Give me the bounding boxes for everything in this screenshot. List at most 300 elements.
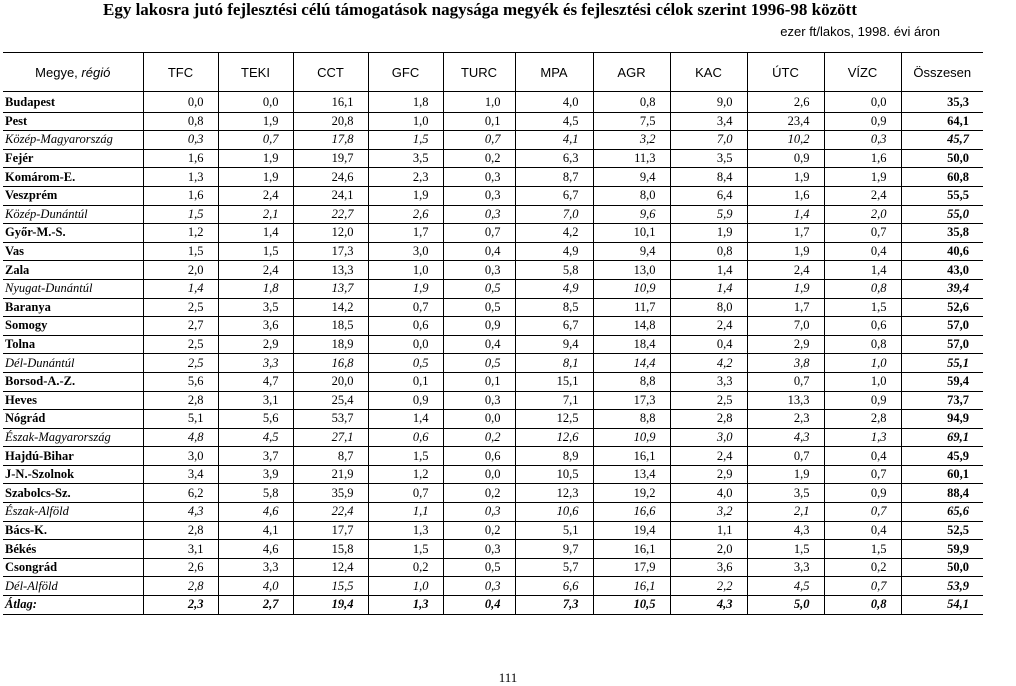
cell-value: 0,7 xyxy=(218,131,293,150)
region-row xyxy=(3,577,983,596)
cell-value: 1,5 xyxy=(368,540,443,559)
cell-value: 1,0 xyxy=(824,354,901,373)
cell-value: 0,5 xyxy=(443,279,515,298)
cell-value: 0,4 xyxy=(443,242,515,261)
cell-total: 45,9 xyxy=(901,447,983,466)
cell-value: 0,4 xyxy=(824,521,901,540)
cell-value: 9,4 xyxy=(593,242,670,261)
header-col: ÚTC xyxy=(747,53,824,92)
cell-value: 13,3 xyxy=(747,391,824,410)
table-row xyxy=(3,261,983,280)
cell-value: 0,0 xyxy=(443,410,515,429)
cell-total: 55,5 xyxy=(901,186,983,205)
cell-value: 0,5 xyxy=(368,354,443,373)
cell-value: 3,3 xyxy=(218,354,293,373)
header-col: AGR xyxy=(593,53,670,92)
cell-value: 2,4 xyxy=(824,186,901,205)
cell-value: 12,4 xyxy=(293,558,368,577)
row-name: Baranya xyxy=(3,298,143,317)
cell-value: 2,7 xyxy=(143,317,218,336)
cell-value: 5,0 xyxy=(747,596,824,615)
cell-value: 4,1 xyxy=(218,521,293,540)
cell-value: 4,3 xyxy=(747,428,824,447)
cell-value: 4,6 xyxy=(218,503,293,522)
cell-value: 0,4 xyxy=(443,335,515,354)
cell-value: 3,6 xyxy=(218,317,293,336)
cell-total: 40,6 xyxy=(901,242,983,261)
cell-value: 0,0 xyxy=(368,335,443,354)
cell-value: 4,0 xyxy=(515,92,593,113)
cell-value: 3,3 xyxy=(670,372,747,391)
cell-value: 18,4 xyxy=(593,335,670,354)
header-col: KAC xyxy=(670,53,747,92)
cell-value: 6,7 xyxy=(515,186,593,205)
cell-value: 13,4 xyxy=(593,465,670,484)
cell-value: 4,0 xyxy=(670,484,747,503)
cell-value: 0,3 xyxy=(443,261,515,280)
row-name: Veszprém xyxy=(3,186,143,205)
cell-value: 6,6 xyxy=(515,577,593,596)
row-name: Szabolcs-Sz. xyxy=(3,484,143,503)
cell-value: 3,2 xyxy=(593,131,670,150)
cell-value: 24,6 xyxy=(293,168,368,187)
cell-value: 1,5 xyxy=(218,242,293,261)
table-row xyxy=(3,149,983,168)
cell-value: 3,4 xyxy=(670,112,747,131)
region-row xyxy=(3,131,983,150)
cell-value: 3,0 xyxy=(670,428,747,447)
cell-value: 1,0 xyxy=(443,92,515,113)
cell-value: 1,5 xyxy=(368,131,443,150)
cell-value: 1,3 xyxy=(368,596,443,615)
cell-value: 4,5 xyxy=(747,577,824,596)
cell-value: 5,7 xyxy=(515,558,593,577)
cell-value: 2,0 xyxy=(824,205,901,224)
cell-total: 52,5 xyxy=(901,521,983,540)
cell-total: 60,8 xyxy=(901,168,983,187)
cell-value: 8,0 xyxy=(670,298,747,317)
cell-value: 3,1 xyxy=(143,540,218,559)
cell-value: 16,1 xyxy=(593,577,670,596)
cell-total: 94,9 xyxy=(901,410,983,429)
header-region-label: régió xyxy=(81,64,111,80)
cell-value: 0,5 xyxy=(443,298,515,317)
row-name: Dél-Alföld xyxy=(3,577,143,596)
cell-value: 1,9 xyxy=(747,242,824,261)
cell-value: 0,6 xyxy=(443,447,515,466)
cell-value: 15,1 xyxy=(515,372,593,391)
cell-value: 17,9 xyxy=(593,558,670,577)
cell-value: 10,2 xyxy=(747,131,824,150)
cell-value: 1,2 xyxy=(143,224,218,243)
cell-value: 8,4 xyxy=(670,168,747,187)
cell-value: 2,6 xyxy=(747,92,824,113)
cell-value: 2,5 xyxy=(143,298,218,317)
table-row xyxy=(3,242,983,261)
cell-value: 1,4 xyxy=(670,279,747,298)
cell-value: 12,6 xyxy=(515,428,593,447)
cell-value: 2,0 xyxy=(670,540,747,559)
cell-value: 0,4 xyxy=(443,596,515,615)
cell-value: 2,8 xyxy=(143,391,218,410)
cell-total: 59,4 xyxy=(901,372,983,391)
cell-total: 73,7 xyxy=(901,391,983,410)
row-name: Hajdú-Bihar xyxy=(3,447,143,466)
cell-value: 1,1 xyxy=(368,503,443,522)
cell-value: 8,8 xyxy=(593,372,670,391)
cell-value: 0,7 xyxy=(824,465,901,484)
cell-value: 1,4 xyxy=(368,410,443,429)
cell-total: 60,1 xyxy=(901,465,983,484)
cell-value: 1,5 xyxy=(747,540,824,559)
cell-value: 1,4 xyxy=(218,224,293,243)
row-name: J-N.-Szolnok xyxy=(3,465,143,484)
cell-value: 18,9 xyxy=(293,335,368,354)
row-name: Borsod-A.-Z. xyxy=(3,372,143,391)
average-row xyxy=(3,596,983,615)
cell-value: 0,6 xyxy=(368,428,443,447)
cell-value: 2,7 xyxy=(218,596,293,615)
cell-value: 1,5 xyxy=(824,298,901,317)
cell-value: 1,9 xyxy=(747,279,824,298)
cell-value: 1,7 xyxy=(368,224,443,243)
table-row xyxy=(3,317,983,336)
cell-value: 24,1 xyxy=(293,186,368,205)
cell-value: 3,3 xyxy=(747,558,824,577)
header-col: CCT xyxy=(293,53,368,92)
cell-value: 0,8 xyxy=(143,112,218,131)
header-col: TFC xyxy=(143,53,218,92)
cell-value: 5,8 xyxy=(515,261,593,280)
cell-value: 1,9 xyxy=(824,168,901,187)
cell-value: 3,2 xyxy=(670,503,747,522)
cell-value: 1,9 xyxy=(368,279,443,298)
row-name: Vas xyxy=(3,242,143,261)
cell-value: 19,4 xyxy=(293,596,368,615)
cell-value: 0,0 xyxy=(443,465,515,484)
cell-value: 0,1 xyxy=(443,112,515,131)
cell-value: 4,8 xyxy=(143,428,218,447)
cell-value: 0,9 xyxy=(824,391,901,410)
cell-value: 3,9 xyxy=(218,465,293,484)
cell-value: 2,4 xyxy=(670,447,747,466)
row-name: Közép-Magyarország xyxy=(3,131,143,150)
row-name: Zala xyxy=(3,261,143,280)
cell-value: 1,0 xyxy=(368,112,443,131)
cell-value: 3,5 xyxy=(670,149,747,168)
cell-value: 7,0 xyxy=(747,317,824,336)
region-row xyxy=(3,205,983,224)
cell-value: 9,7 xyxy=(515,540,593,559)
cell-value: 0,7 xyxy=(824,503,901,522)
row-name: Csongrád xyxy=(3,558,143,577)
cell-value: 0,5 xyxy=(443,558,515,577)
cell-value: 2,3 xyxy=(143,596,218,615)
table-row xyxy=(3,391,983,410)
cell-value: 9,4 xyxy=(593,168,670,187)
cell-value: 4,3 xyxy=(670,596,747,615)
cell-value: 0,4 xyxy=(824,242,901,261)
cell-value: 10,1 xyxy=(593,224,670,243)
cell-value: 5,6 xyxy=(218,410,293,429)
cell-value: 1,5 xyxy=(368,447,443,466)
cell-value: 11,7 xyxy=(593,298,670,317)
header-col: GFC xyxy=(368,53,443,92)
table-header-row xyxy=(3,53,983,92)
cell-value: 7,3 xyxy=(515,596,593,615)
cell-value: 1,3 xyxy=(143,168,218,187)
cell-total: 39,4 xyxy=(901,279,983,298)
cell-total: 59,9 xyxy=(901,540,983,559)
cell-value: 0,9 xyxy=(443,317,515,336)
table-row xyxy=(3,465,983,484)
cell-value: 0,7 xyxy=(443,224,515,243)
cell-value: 3,5 xyxy=(218,298,293,317)
table-row xyxy=(3,92,983,113)
cell-value: 19,2 xyxy=(593,484,670,503)
cell-value: 19,4 xyxy=(593,521,670,540)
row-name: Heves xyxy=(3,391,143,410)
cell-value: 2,8 xyxy=(670,410,747,429)
table-row xyxy=(3,335,983,354)
cell-value: 1,0 xyxy=(368,261,443,280)
cell-value: 16,1 xyxy=(593,447,670,466)
row-name: Budapest xyxy=(3,92,143,113)
cell-value: 14,8 xyxy=(593,317,670,336)
cell-value: 0,7 xyxy=(368,484,443,503)
cell-total: 50,0 xyxy=(901,558,983,577)
cell-value: 10,5 xyxy=(593,596,670,615)
cell-value: 3,3 xyxy=(218,558,293,577)
cell-total: 65,6 xyxy=(901,503,983,522)
cell-value: 2,8 xyxy=(824,410,901,429)
cell-total: 53,9 xyxy=(901,577,983,596)
cell-value: 15,5 xyxy=(293,577,368,596)
table-row xyxy=(3,186,983,205)
cell-value: 3,5 xyxy=(747,484,824,503)
cell-value: 1,6 xyxy=(747,186,824,205)
cell-value: 8,7 xyxy=(515,168,593,187)
cell-value: 0,2 xyxy=(368,558,443,577)
row-name: Átlag: xyxy=(3,596,143,615)
cell-value: 17,7 xyxy=(293,521,368,540)
cell-value: 0,0 xyxy=(143,92,218,113)
row-name: Somogy xyxy=(3,317,143,336)
cell-value: 2,4 xyxy=(218,261,293,280)
cell-value: 1,5 xyxy=(824,540,901,559)
cell-total: 45,7 xyxy=(901,131,983,150)
cell-value: 0,3 xyxy=(443,205,515,224)
cell-value: 23,4 xyxy=(747,112,824,131)
cell-value: 4,3 xyxy=(143,503,218,522)
table-row xyxy=(3,298,983,317)
cell-value: 22,7 xyxy=(293,205,368,224)
row-name: Észak-Magyarország xyxy=(3,428,143,447)
row-name: Tolna xyxy=(3,335,143,354)
cell-value: 1,6 xyxy=(143,149,218,168)
cell-value: 16,1 xyxy=(293,92,368,113)
cell-value: 0,7 xyxy=(443,131,515,150)
row-name: Dél-Dunántúl xyxy=(3,354,143,373)
cell-value: 4,1 xyxy=(515,131,593,150)
cell-value: 1,3 xyxy=(824,428,901,447)
cell-value: 0,3 xyxy=(443,391,515,410)
cell-value: 2,5 xyxy=(143,335,218,354)
cell-value: 9,0 xyxy=(670,92,747,113)
cell-value: 4,9 xyxy=(515,242,593,261)
cell-value: 19,7 xyxy=(293,149,368,168)
cell-value: 2,1 xyxy=(747,503,824,522)
cell-value: 0,8 xyxy=(824,279,901,298)
cell-value: 0,0 xyxy=(218,92,293,113)
cell-value: 17,3 xyxy=(593,391,670,410)
cell-value: 0,0 xyxy=(824,92,901,113)
table-row xyxy=(3,112,983,131)
cell-value: 5,1 xyxy=(515,521,593,540)
cell-value: 2,8 xyxy=(143,577,218,596)
row-name: Észak-Alföld xyxy=(3,503,143,522)
cell-value: 0,7 xyxy=(824,224,901,243)
cell-value: 22,4 xyxy=(293,503,368,522)
cell-value: 0,3 xyxy=(443,503,515,522)
cell-value: 2,9 xyxy=(218,335,293,354)
table-row xyxy=(3,540,983,559)
cell-value: 20,8 xyxy=(293,112,368,131)
cell-value: 13,7 xyxy=(293,279,368,298)
cell-value: 12,5 xyxy=(515,410,593,429)
cell-value: 0,6 xyxy=(824,317,901,336)
cell-value: 8,8 xyxy=(593,410,670,429)
row-name: Nógrád xyxy=(3,410,143,429)
cell-value: 15,8 xyxy=(293,540,368,559)
cell-value: 4,6 xyxy=(218,540,293,559)
cell-value: 3,7 xyxy=(218,447,293,466)
cell-value: 1,4 xyxy=(824,261,901,280)
header-county-label: Megye, xyxy=(35,64,82,80)
cell-value: 0,8 xyxy=(824,335,901,354)
region-row xyxy=(3,503,983,522)
cell-value: 17,8 xyxy=(293,131,368,150)
cell-value: 2,6 xyxy=(143,558,218,577)
cell-value: 3,1 xyxy=(218,391,293,410)
cell-value: 1,2 xyxy=(368,465,443,484)
cell-value: 1,5 xyxy=(143,205,218,224)
row-name: Győr-M.-S. xyxy=(3,224,143,243)
cell-value: 10,6 xyxy=(515,503,593,522)
cell-value: 0,3 xyxy=(443,540,515,559)
cell-value: 8,9 xyxy=(515,447,593,466)
cell-value: 1,6 xyxy=(824,149,901,168)
header-col: VÍZC xyxy=(824,53,901,92)
cell-value: 4,7 xyxy=(218,372,293,391)
cell-value: 5,8 xyxy=(218,484,293,503)
header-col: MPA xyxy=(515,53,593,92)
table-row xyxy=(3,447,983,466)
cell-value: 6,3 xyxy=(515,149,593,168)
cell-total: 35,8 xyxy=(901,224,983,243)
cell-value: 20,0 xyxy=(293,372,368,391)
header-county xyxy=(3,53,143,92)
cell-value: 14,2 xyxy=(293,298,368,317)
cell-value: 16,8 xyxy=(293,354,368,373)
cell-value: 0,2 xyxy=(443,484,515,503)
row-name: Pest xyxy=(3,112,143,131)
cell-value: 21,9 xyxy=(293,465,368,484)
table-row xyxy=(3,521,983,540)
header-col-total: Összesen xyxy=(901,53,983,92)
cell-value: 16,1 xyxy=(593,540,670,559)
cell-value: 0,7 xyxy=(824,577,901,596)
cell-value: 2,1 xyxy=(218,205,293,224)
cell-value: 0,9 xyxy=(368,391,443,410)
cell-value: 35,9 xyxy=(293,484,368,503)
cell-value: 4,3 xyxy=(747,521,824,540)
region-row xyxy=(3,279,983,298)
cell-value: 6,2 xyxy=(143,484,218,503)
cell-value: 0,7 xyxy=(747,447,824,466)
cell-total: 52,6 xyxy=(901,298,983,317)
support-table xyxy=(3,52,983,615)
cell-value: 2,4 xyxy=(670,317,747,336)
cell-value: 0,2 xyxy=(443,428,515,447)
cell-value: 14,4 xyxy=(593,354,670,373)
cell-value: 1,9 xyxy=(218,168,293,187)
cell-total: 57,0 xyxy=(901,317,983,336)
cell-value: 8,0 xyxy=(593,186,670,205)
cell-value: 1,3 xyxy=(368,521,443,540)
cell-value: 5,1 xyxy=(143,410,218,429)
table-row xyxy=(3,410,983,429)
cell-value: 0,3 xyxy=(443,186,515,205)
cell-total: 57,0 xyxy=(901,335,983,354)
cell-value: 1,7 xyxy=(747,224,824,243)
header-col: TURC xyxy=(443,53,515,92)
cell-value: 1,9 xyxy=(747,465,824,484)
cell-value: 3,0 xyxy=(143,447,218,466)
cell-value: 10,9 xyxy=(593,428,670,447)
cell-value: 6,7 xyxy=(515,317,593,336)
cell-value: 8,1 xyxy=(515,354,593,373)
cell-value: 16,6 xyxy=(593,503,670,522)
cell-value: 0,2 xyxy=(824,558,901,577)
cell-value: 1,9 xyxy=(218,112,293,131)
cell-value: 13,3 xyxy=(293,261,368,280)
cell-value: 1,5 xyxy=(143,242,218,261)
cell-value: 3,4 xyxy=(143,465,218,484)
table-row xyxy=(3,484,983,503)
cell-value: 8,7 xyxy=(293,447,368,466)
cell-value: 2,0 xyxy=(143,261,218,280)
cell-value: 6,4 xyxy=(670,186,747,205)
cell-value: 1,6 xyxy=(143,186,218,205)
cell-value: 53,7 xyxy=(293,410,368,429)
cell-value: 2,2 xyxy=(670,577,747,596)
cell-value: 1,9 xyxy=(218,149,293,168)
cell-total: 50,0 xyxy=(901,149,983,168)
cell-value: 0,1 xyxy=(368,372,443,391)
cell-value: 0,3 xyxy=(824,131,901,150)
cell-value: 7,5 xyxy=(593,112,670,131)
cell-value: 12,3 xyxy=(515,484,593,503)
cell-value: 4,9 xyxy=(515,279,593,298)
cell-value: 4,0 xyxy=(218,577,293,596)
cell-value: 4,2 xyxy=(670,354,747,373)
cell-value: 1,8 xyxy=(218,279,293,298)
unit-note: ezer ft/lakos, 1998. évi áron xyxy=(780,24,940,39)
cell-value: 5,6 xyxy=(143,372,218,391)
cell-value: 2,3 xyxy=(368,168,443,187)
cell-value: 0,2 xyxy=(443,149,515,168)
